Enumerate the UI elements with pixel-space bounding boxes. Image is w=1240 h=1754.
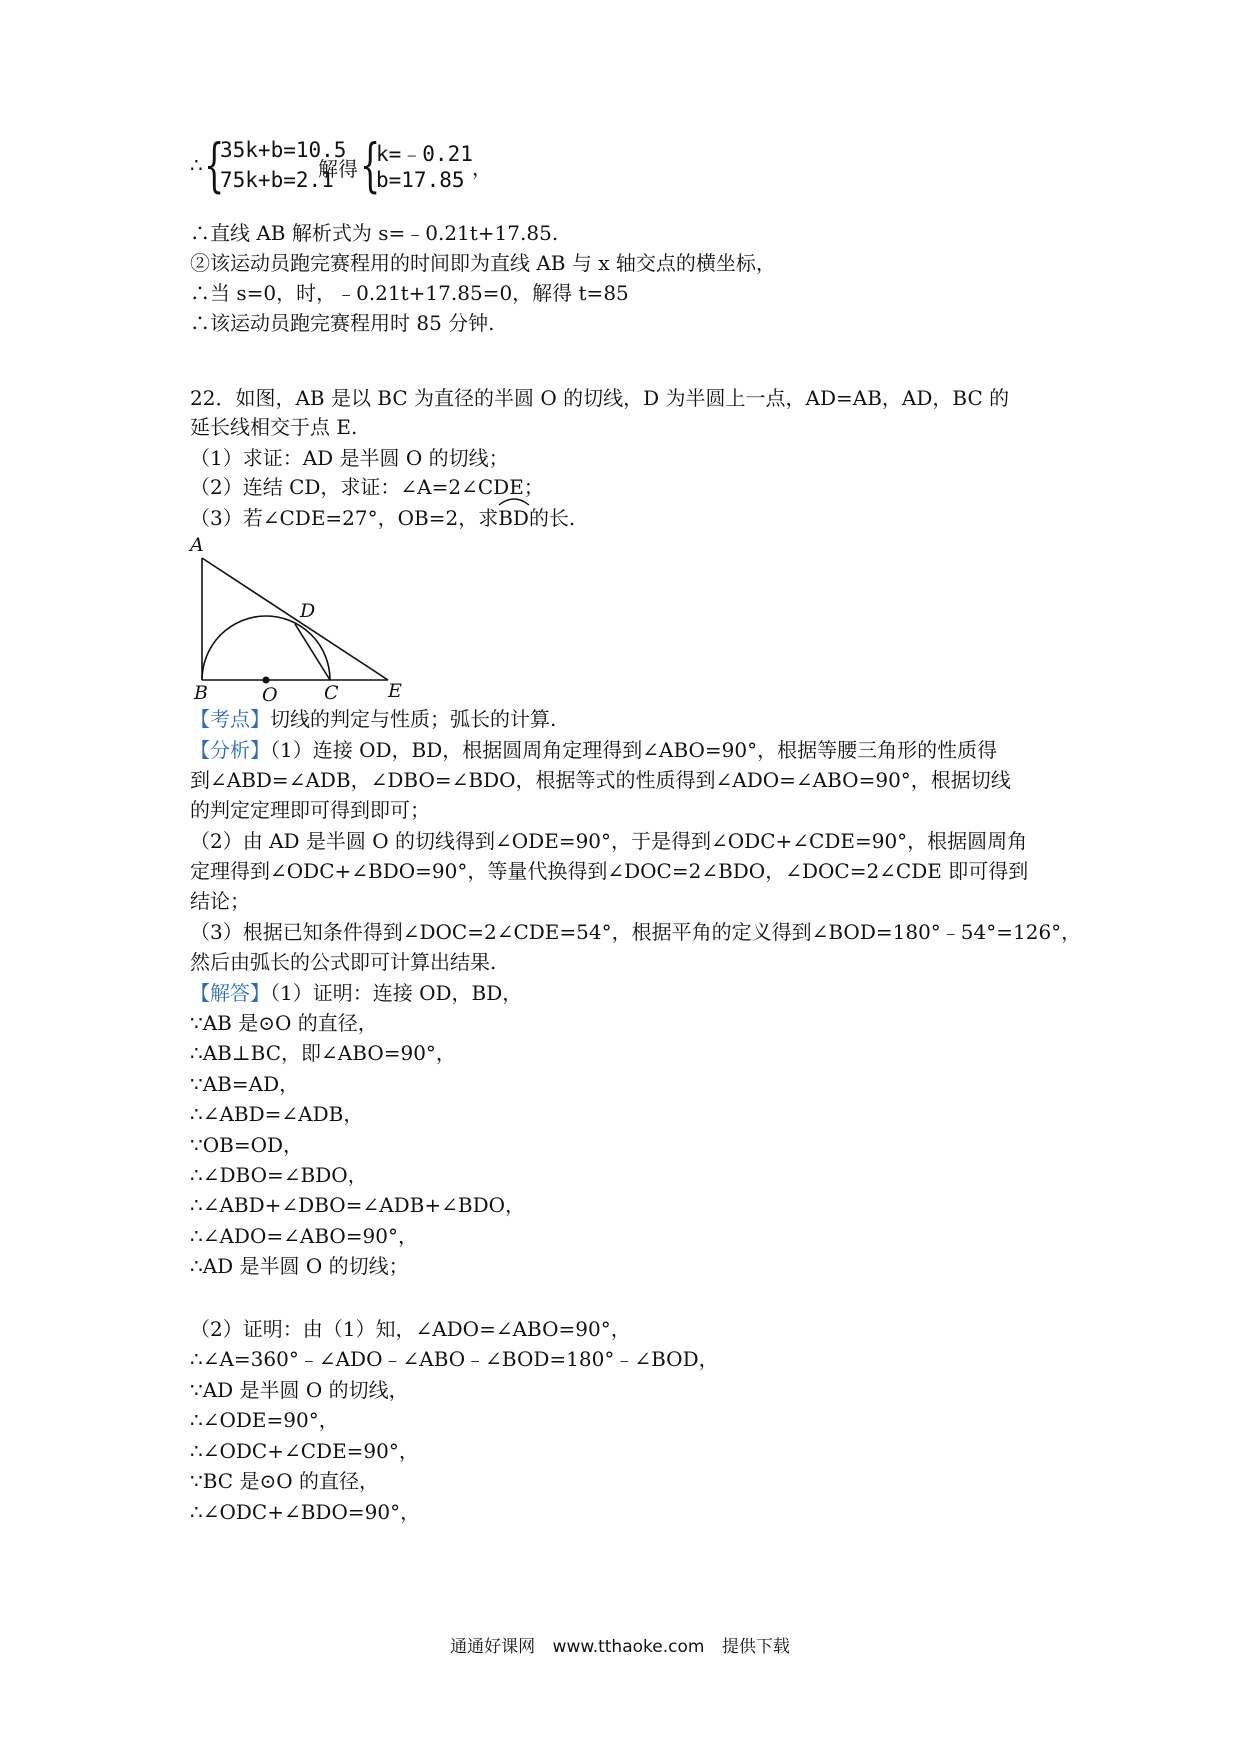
fenxi-line: 【分析】（1）连接 OD，BD，根据圆周角定理得到∠ABO=90°，根据等腰三角形的性质得	[190, 738, 998, 762]
page-footer	[0, 1632, 1240, 1657]
question-1: （1）求证：AD 是半圆 O 的切线；	[190, 446, 509, 470]
proof-line: ∴∠ABD=∠ADB，	[190, 1102, 364, 1126]
proof-line: ∴∠A=360°﹣∠ADO﹣∠ABO﹣∠BOD=180°﹣∠BOD，	[190, 1347, 719, 1371]
therefore-symbol: ∴	[190, 153, 203, 177]
geometry-figure	[190, 534, 430, 706]
proof-line: ∴∠ADO=∠ABO=90°，	[190, 1224, 418, 1248]
proof-line: ∴AD 是半圆 O 的切线；	[190, 1254, 409, 1278]
proof-line: （2）证明：由（1）知，∠ADO=∠ABO=90°，	[190, 1317, 631, 1341]
text-line: ∴该运动员跑完赛程用时 85 分钟.	[190, 311, 495, 335]
solution-2: b=17.85	[376, 168, 465, 192]
footer-url[interactable]: www.tthaoke.com	[552, 1637, 705, 1657]
segment-ae	[202, 558, 388, 680]
proof-line: ∵AB 是⊙O 的直径，	[190, 1011, 378, 1035]
proof-line: ∵BC 是⊙O 的直径，	[190, 1469, 379, 1493]
trailing-comma: ，	[472, 156, 492, 180]
arc-bd: BD	[498, 505, 529, 531]
proof-line: ∵OB=OD，	[190, 1133, 304, 1157]
left-brace: {	[204, 131, 225, 199]
center-point	[263, 677, 270, 684]
proof-line: ∵AD 是半圆 O 的切线，	[190, 1378, 409, 1402]
segment-dc	[295, 624, 330, 680]
jieda-line: 【解答】（1）证明：连接 OD，BD，	[190, 981, 523, 1005]
right-brace: {	[360, 131, 381, 199]
arc-mark-icon	[497, 493, 531, 507]
proof-line: ∵AB=AD，	[190, 1072, 300, 1096]
problem-stem: 延长线相交于点 E.	[190, 415, 358, 439]
text-line: （3）根据已知条件得到∠DOC=2∠CDE=54°，根据平角的定义得到∠BOD=180°﹣54°=126°，	[190, 920, 1082, 944]
solve-word: 解得	[318, 157, 358, 181]
text-line: 然后由弧长的公式即可计算出结果.	[190, 950, 497, 974]
proof-line: ∴∠ODC+∠BDO=90°，	[190, 1500, 421, 1524]
proof-line: ∴∠ABD+∠DBO=∠ADB+∠BDO，	[190, 1193, 526, 1217]
footer-site: 通通好课网	[450, 1637, 536, 1657]
text-line: 到∠ABD=∠ADB，∠DBO=∠BDO，根据等式的性质得到∠ADO=∠ABO=90°，根据切线	[190, 768, 1011, 792]
question-3: （3）若∠CDE=27°，OB=2，求 BD的长.	[190, 505, 575, 531]
kaodian-line: 【考点】切线的判定与性质；弧长的计算.	[190, 707, 557, 731]
fenxi-tag: 【分析】	[190, 738, 270, 762]
text-line: ∴直线 AB 解析式为 s=﹣0.21t+17.85.	[190, 221, 559, 245]
equation-2: 75k+b=2.1	[220, 168, 334, 192]
proof-line: ∴∠ODC+∠CDE=90°，	[190, 1439, 419, 1463]
label-a: A	[190, 534, 204, 556]
solution-1: k=﹣0.21	[376, 142, 473, 166]
label-b: B	[194, 682, 208, 704]
proof-line: ∴AB⊥BC，即∠ABO=90°，	[190, 1041, 456, 1065]
label-d: D	[300, 600, 316, 622]
problem-stem: 22．如图，AB 是以 BC 为直径的半圆 O 的切线，D 为半圆上一点，AD=AB，AD，BC 的	[190, 386, 1010, 410]
text-line: ∴当 s=0，时，﹣0.21t+17.85=0，解得 t=85	[190, 281, 629, 305]
text-line: 定理得到∠ODC+∠BDO=90°，等量代换得到∠DOC=2∠BDO，∠DOC=2∠CDE 即可得到	[190, 859, 1029, 883]
label-e: E	[388, 680, 402, 702]
question-2: （2）连结 CD，求证：∠A=2∠CDE；	[190, 475, 544, 499]
equation-system	[190, 131, 590, 200]
text-line: 的判定定理即可得到即可；	[190, 798, 430, 822]
kaodian-tag: 【考点】	[190, 707, 270, 731]
jieda-tag: 【解答】	[190, 981, 270, 1005]
equation-1: 35k+b=10.5	[220, 138, 347, 162]
label-c: C	[324, 682, 339, 704]
text-line: ②该运动员跑完赛程用的时间即为直线 AB 与 x 轴交点的横坐标，	[190, 251, 776, 275]
proof-line: ∴∠ODE=90°，	[190, 1408, 339, 1432]
label-o: O	[262, 684, 278, 706]
footer-note: 提供下载	[721, 1637, 790, 1657]
text-line: 结论；	[190, 889, 250, 913]
proof-line: ∴∠DBO=∠BDO，	[190, 1163, 368, 1187]
text-line: （2）由 AD 是半圆 O 的切线得到∠ODE=90°，于是得到∠ODC+∠CDE=90°，根据圆周角	[190, 829, 1028, 853]
